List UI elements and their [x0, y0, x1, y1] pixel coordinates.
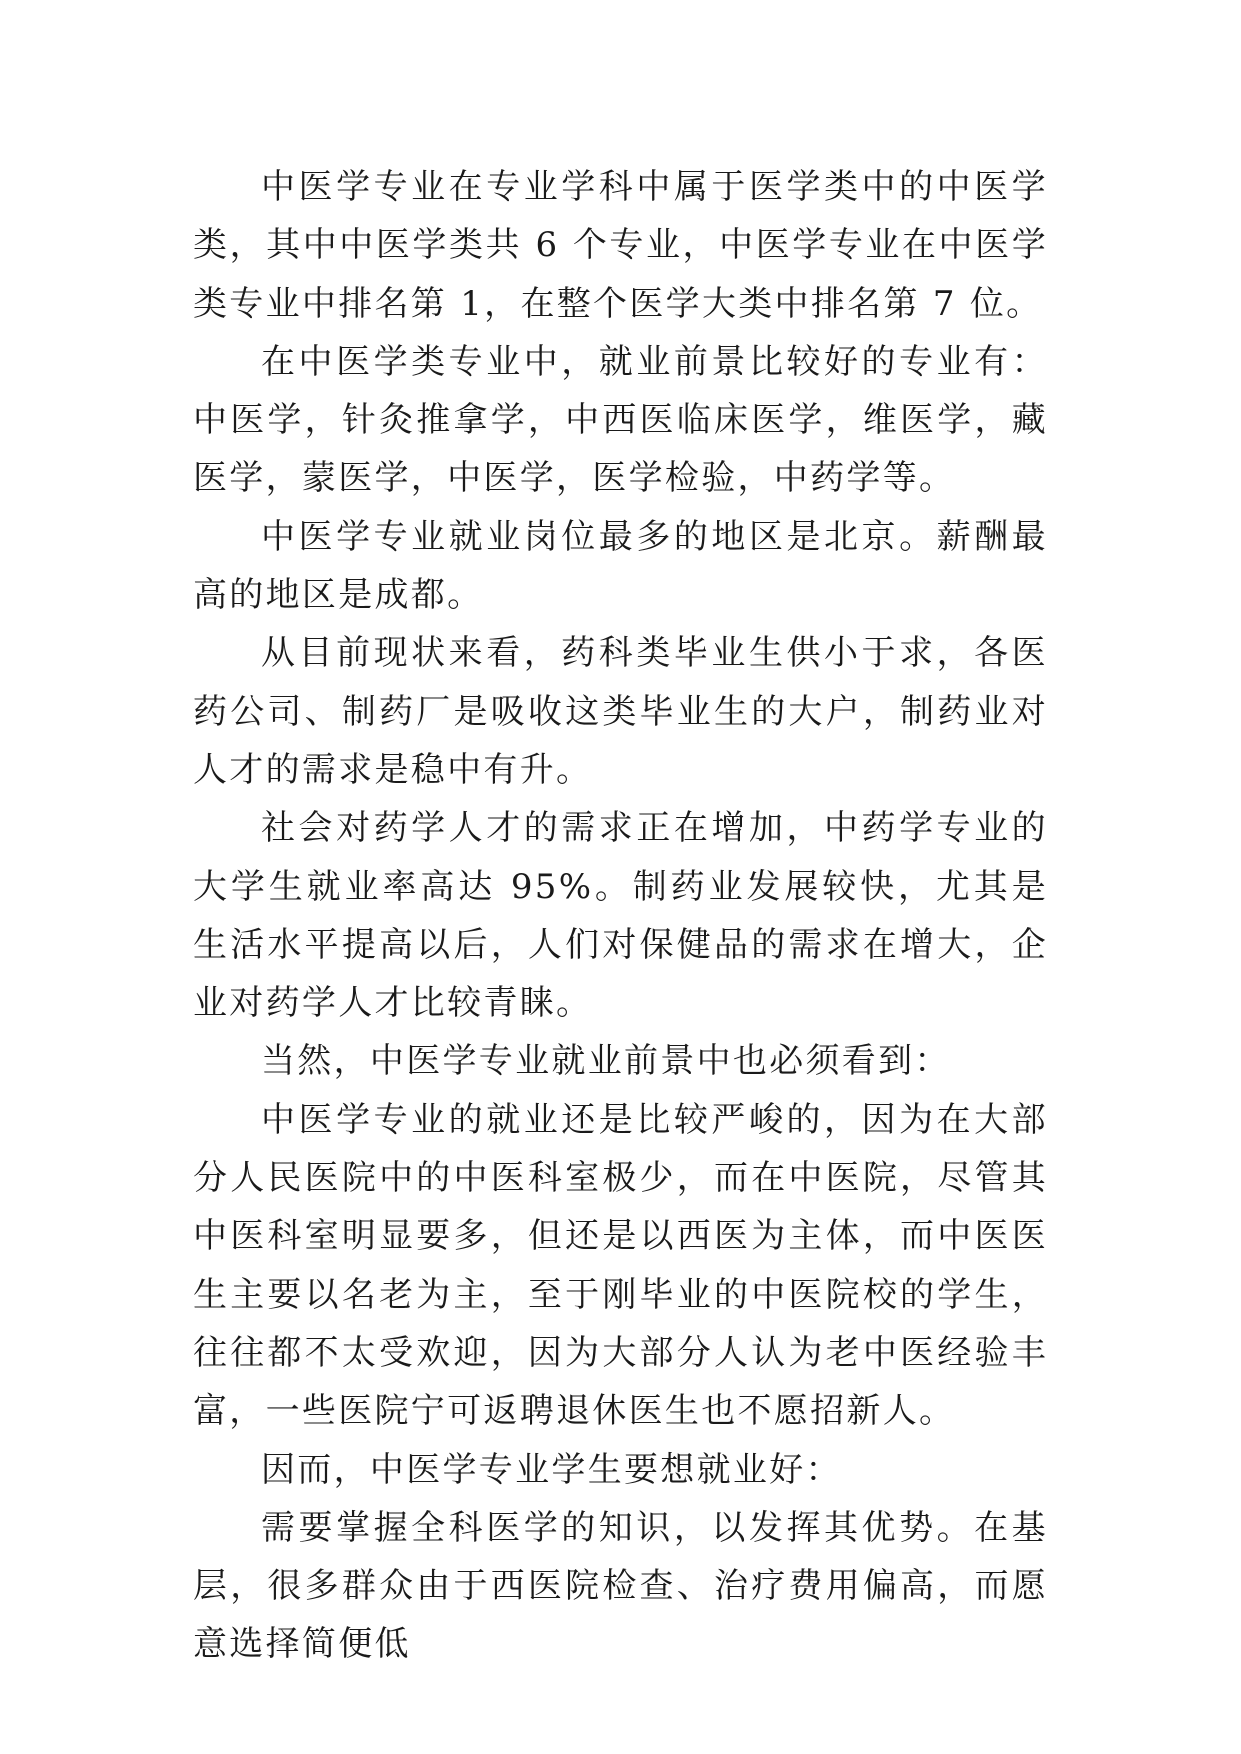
paragraph-advice: 需要掌握全科医学的知识，以发挥其优势。在基层，很多群众由于西医院检查、治疗费用偏高，而愿意选择简便低 — [193, 1507, 1048, 1665]
paragraph-current-status: 从目前现状来看，药科类毕业生供小于求，各医药公司、制药厂是吸收这类毕业生的大户，制药业对人才的需求是稳中有升。 — [193, 633, 1048, 790]
paragraph-challenges: 中医学专业的就业还是比较严峻的，因为在大部分人民医院中的中医科室极少，而在中医院，尽管其中医科室明显要多，但还是以西医为主体，而中医医生主要以名老为主，至于刚毕业的中医院校的学生，往往都不太受欢迎，因为大部分人认为老中医经验丰富，一些医院宁可返聘退休医生也不愿招新人。 — [193, 1099, 1048, 1432]
paragraph-ranking: 中医学专业在专业学科中属于医学类中的中医学类，其中中医学类共 6 个专业，中医学专业在中医学类专业中排名第 1，在整个医学大类中排名第 7 位。 — [193, 167, 1048, 324]
paragraph-promising-majors: 在中医学类专业中，就业前景比较好的专业有：中医学，针灸推拿学，中西医临床医学，维医学，藏医学，蒙医学，中医学，医学检验，中药学等。 — [193, 341, 1048, 499]
paragraph-demand: 社会对药学人才的需求正在增加，中药学专业的大学生就业率高达 95%。制药业发展较快，尤其是生活水平提高以后，人们对保健品的需求在增大，企业对药学人才比较青睐。 — [193, 808, 1048, 1024]
paragraph-however: 当然，中医学专业就业前景中也必须看到： — [261, 1041, 951, 1082]
paragraph-therefore: 因而，中医学专业学生要想就业好： — [261, 1449, 842, 1490]
document-body — [193, 158, 1048, 1674]
paragraph-regions: 中医学专业就业岗位最多的地区是北京。薪酬最高的地区是成都。 — [193, 516, 1048, 616]
